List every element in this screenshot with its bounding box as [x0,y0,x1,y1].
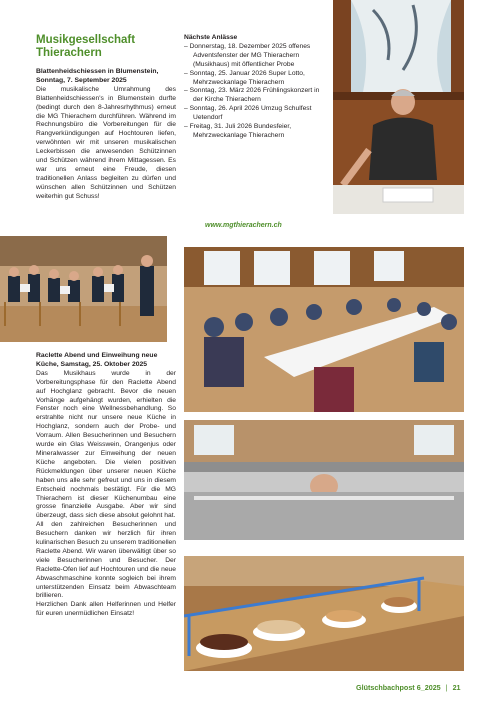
event-item: – Donnerstag, 18. Dezember 2025 offenes Adventsfenster der MG Thierachern (Musikhaus) mit öffentlicher Probe [184,42,311,68]
photo-man-at-window [333,0,464,214]
section-title-line2: Thierachern [36,47,102,59]
article-raclette-body: Das Musikhaus wurde in der Vorbereitungsphase für den Raclette Abend auf Hochglanz gebracht. Bevor die neuen Vorhänge aufgehängt wurden, erhielten die Fenster noch eine Wellnessbehandlung. So erstrahlte nicht nur unsere neue Küche in Hochglanz, sondern auch der Probe- und Vorraum. Allen Besucherinnen und Besuchern wurde ein Glas Weisswein, Orangenjus oder Mineralwasser zur Einweihung der neuen Küche angeboten. Die vielen positiven Rückmeldungen über unserer neuen Küche haben uns alle sehr gefreut und uns in diesem Entscheid nochmals bestätigt. Für die MG Thierachern ist dieser Küchenumbau eine grosse finanzielle Ausgabe. Aber wir sind überzeugt, dass sich diese absolut gelohnt hat. [36,369,176,520]
photo-dessert-buffet [184,556,464,671]
article-raclette-body2: All den zahlreichen Besucherinnen und Besuchern danken wir herzlich für ihren kulinarischen Besuch zu unserem traditionellen Raclette Abend. Wir waren überwältigt über so viele Besucherinnen und Besucher. Der Raclette-Ofen lief auf Hochtouren und die neue Abwaschmaschine konnte sogleich bei ihrem unterstützenden Einsatz beim Abwaschteam brillieren. [36,521,176,600]
photo-band-playing [0,236,167,342]
article-raclette-title [36,352,176,370]
article-raclette-title-line2: Küche, Samstag, 25. Oktober 2025 [36,360,148,368]
section-title-line1: Musikgesellschaft [36,34,136,46]
article-raclette-title-line1: Raclette Abend und Einweihung neue [36,352,158,359]
section-title [36,34,176,60]
next-events-heading: Nächste Anlässe [184,34,238,41]
article-blattenheid-body: Die musikalische Umrahmung des Blattenheidschiessen's in Blumenstein durfte (bedingt durch den 8-Jahresrhythmus) erneut die MG Thierachern durchführen. Während im Rechnungsbüro die Vorbereitungen für die Rangverkündigungen auf Hochtouren liefen, verwöhnten wir mit unseren musikalischen Leckerbissen die anwesenden Schützinnen und Schützen während ihrem Mittagessen. Es war uns erneut eine Freude, diesen traditionellen Anlass begleiten zu dürfen und wünschen allen Schützinnen und Schützen weiterhin gut Schuss! [36,85,176,200]
article-raclette [36,352,176,619]
event-item: – Sonntag, 25. Januar 2026 Super Lotto, Mehrzweckanlage Thierachern [184,69,305,86]
next-events [184,34,324,141]
page-footer [356,683,461,692]
event-item: – Sonntag, 23. März 2026 Frühlingskonzert in der Kirche Thierachern [184,87,320,104]
event-item: – Freitag, 31. Juli 2026 Bundesfeier, Mehrzweckanlage Thierachern [184,123,292,139]
event-item: – Sonntag, 26. April 2026 Umzug Schulfest Uetendorf [184,105,312,122]
article-blattenheid [36,68,176,202]
photo-kitchen-counter [184,420,464,540]
article-blattenheid-title [36,68,176,86]
footer-separator: | [445,683,448,692]
article-blattenheid-title-line2: Sonntag, 7. September 2025 [36,76,127,84]
article-raclette-body3: Herzlichen Dank allen Helferinnen und Helfer für euren unermüdlichen Einsatz! [36,601,176,618]
publication-name: Glütschbachpost 6_2025 [356,683,441,692]
article-blattenheid-title-line1: Blattenheidschiessen in Blumenstein, [36,68,159,75]
page-number: 21 [452,683,461,692]
photo-dining-room [184,247,464,412]
website-link[interactable]: www.mgthierachern.ch [205,222,282,229]
